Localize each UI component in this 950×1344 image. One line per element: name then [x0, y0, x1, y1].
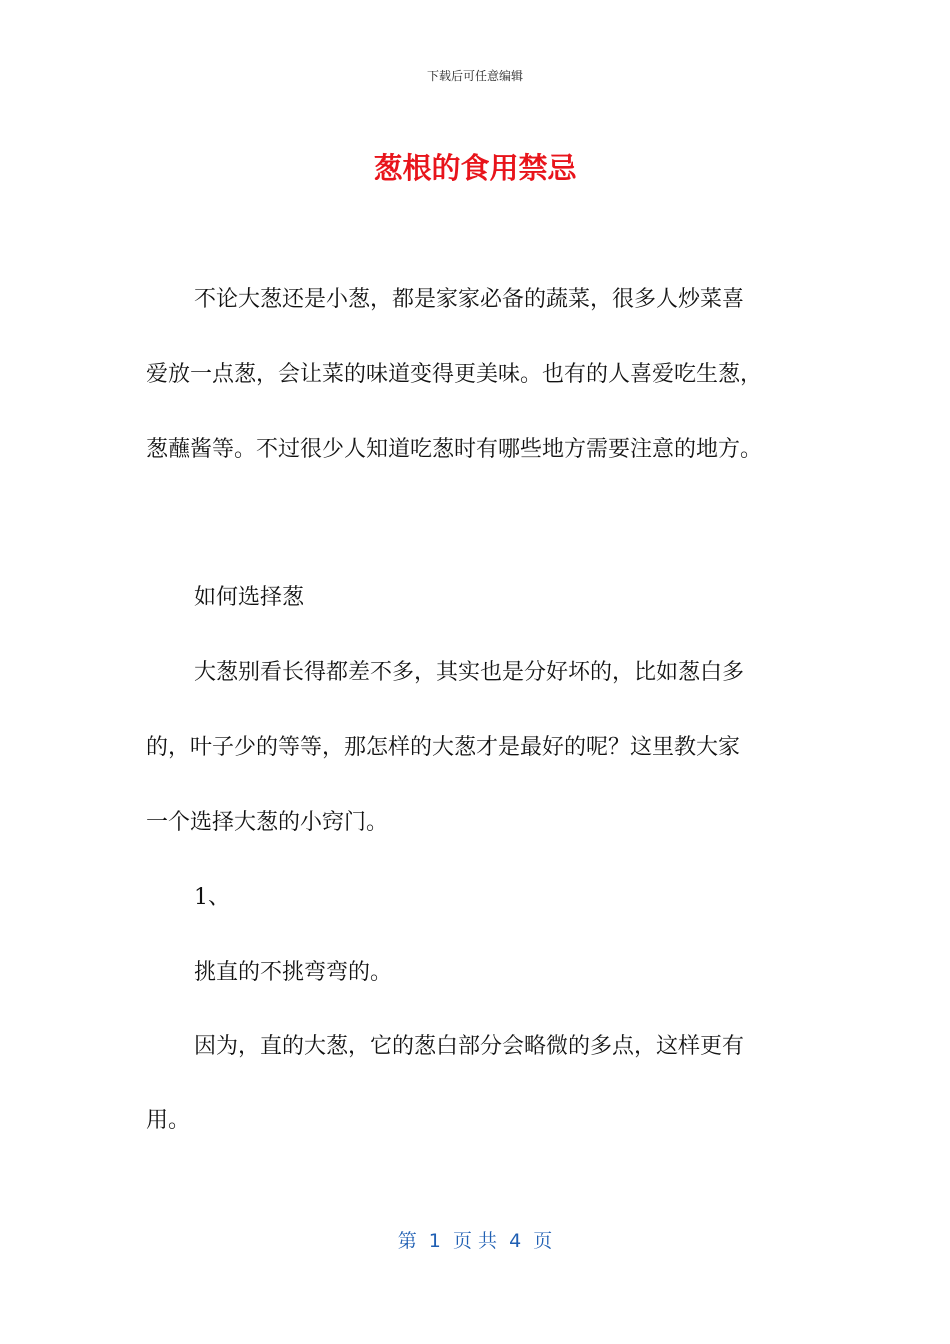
paragraph-line: 葱蘸酱等。不过很少人知道吃葱时有哪些地方需要注意的地方。 [146, 437, 763, 462]
paragraph-line: 挑直的不挑弯弯的。 [194, 960, 393, 985]
list-number: 1、 [194, 885, 230, 910]
paragraph-line: 的，叶子少的等等，那怎样的大葱才是最好的呢？这里教大家 [146, 735, 741, 760]
paragraph-line: 一个选择大葱的小窍门。 [146, 810, 389, 835]
paragraph-line: 因为，直的大葱，它的葱白部分会略微的多点，这样更有 [194, 1034, 745, 1059]
paragraph-line: 大葱别看长得都差不多，其实也是分好坏的，比如葱白多 [194, 660, 745, 685]
page-indicator: 第 1 页 共 4 页 [397, 1230, 553, 1252]
paragraph-line: 不论大葱还是小葱，都是家家必备的蔬菜，很多人炒菜喜 [194, 287, 745, 312]
section-heading: 如何选择葱 [194, 585, 305, 610]
paragraph-line: 爱放一点葱，会让菜的味道变得更美味。也有的人喜爱吃生葱， [146, 362, 763, 387]
document-title: 葱根的食用禁忌 [373, 151, 577, 185]
header-note: 下载后可任意编辑 [426, 69, 523, 83]
paragraph-line: 用。 [146, 1108, 191, 1133]
